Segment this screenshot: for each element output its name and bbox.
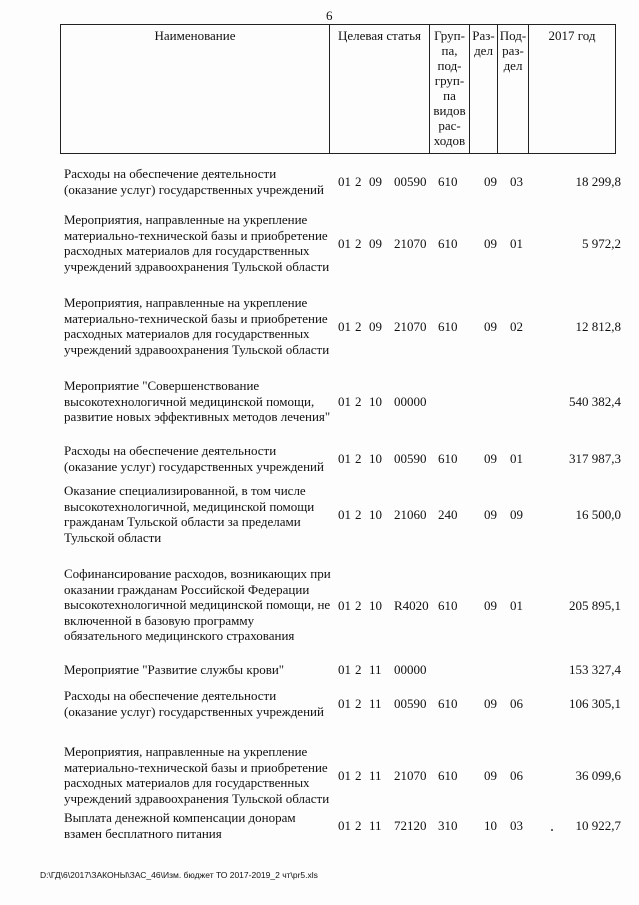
target-program: 01 <box>338 696 351 711</box>
section: 09 <box>484 236 497 251</box>
target-subprogram: 2 <box>355 662 362 677</box>
section: 09 <box>484 319 497 334</box>
target-event: 11 <box>369 696 382 711</box>
amount-2017: 540 382,4 <box>569 394 621 409</box>
target-program: 01 <box>338 394 351 409</box>
subsection: 03 <box>510 174 523 189</box>
row-name: Мероприятия, направленные на укрепление материально-технической базы и приобретение расходных материалов для государственных учреждений здравоохранения Тульской области <box>64 295 330 357</box>
subsection: 01 <box>510 236 523 251</box>
target-program: 01 <box>338 236 351 251</box>
target-event: 09 <box>369 174 382 189</box>
target-program: 01 <box>338 507 351 522</box>
row-name: Мероприятия, направленные на укрепление материально-технической базы и приобретение расходных материалов для государственных учреждений здравоохранения Тульской области <box>64 744 330 806</box>
amount-2017: 16 500,0 <box>575 507 621 522</box>
section: 09 <box>484 451 497 466</box>
target-direction: 72120 <box>394 818 427 833</box>
target-subprogram: 2 <box>355 451 362 466</box>
target-program: 01 <box>338 662 351 677</box>
expense-group: 610 <box>438 236 458 251</box>
amount-2017: 10 922,7 <box>575 818 621 833</box>
row-name: Расходы на обеспечение деятельности (оказание услуг) государственных учреждений <box>64 166 324 197</box>
expense-group: 610 <box>438 451 458 466</box>
target-direction: 21070 <box>394 768 427 783</box>
subsection: 09 <box>510 507 523 522</box>
target-subprogram: 2 <box>355 236 362 251</box>
target-direction: 21060 <box>394 507 427 522</box>
target-event: 09 <box>369 236 382 251</box>
header-year: 2017 год <box>528 25 615 153</box>
file-path-footer: D:\ГД\6\2017\ЗАКОНЫ\ЗАС_46\Изм. бюджет ТО 2017-2019_2 чт\pr5.xls <box>40 870 318 880</box>
row-name: Мероприятия, направленные на укрепление материально-технической базы и приобретение расходных материалов для государственных учреждений здравоохранения Тульской области <box>64 212 330 274</box>
target-subprogram: 2 <box>355 598 362 613</box>
target-direction: R4020 <box>394 598 429 613</box>
header-name: Наименование <box>154 28 236 43</box>
amount-2017: 36 099,6 <box>575 768 621 783</box>
section: 09 <box>484 598 497 613</box>
target-event: 11 <box>369 768 382 783</box>
target-subprogram: 2 <box>355 768 362 783</box>
header-subsection: Под- раз- дел <box>497 25 528 153</box>
subsection: 02 <box>510 319 523 334</box>
row-name: Мероприятие "Совершенствование высокотехнологичной медицинской помощи, развитие новых эффективных методов лечения" <box>64 378 331 424</box>
target-event: 11 <box>369 818 382 833</box>
expense-group: 240 <box>438 507 458 522</box>
header-target: Целевая статья <box>329 25 429 153</box>
amount-2017: 18 299,8 <box>575 174 621 189</box>
header-group: Груп- па, под- груп- па видов рас- ходов <box>429 25 469 153</box>
target-subprogram: 2 <box>355 696 362 711</box>
row-name: Оказание специализированной, в том числе высокотехнологичной, медицинской помощи гражданам Тульской области за пределами Тульской области <box>64 483 315 545</box>
header-section: Раз- дел <box>469 25 497 153</box>
target-subprogram: 2 <box>355 394 362 409</box>
target-program: 01 <box>338 598 351 613</box>
row-name: Расходы на обеспечение деятельности (оказание услуг) государственных учреждений <box>64 688 324 719</box>
amount-2017: 317 987,3 <box>569 451 621 466</box>
section: 09 <box>484 768 497 783</box>
row-name: Выплата денежной компенсации донорам взамен бесплатного питания <box>64 810 296 841</box>
target-event: 10 <box>369 451 382 466</box>
subsection: 03 <box>510 818 523 833</box>
expense-group: 310 <box>438 818 458 833</box>
target-direction: 00000 <box>394 662 427 677</box>
target-subprogram: 2 <box>355 507 362 522</box>
target-subprogram: 2 <box>355 818 362 833</box>
target-program: 01 <box>338 451 351 466</box>
target-event: 10 <box>369 507 382 522</box>
target-program: 01 <box>338 319 351 334</box>
target-event: 10 <box>369 394 382 409</box>
target-subprogram: 2 <box>355 319 362 334</box>
target-event: 09 <box>369 319 382 334</box>
target-direction: 00590 <box>394 451 427 466</box>
section: 09 <box>484 696 497 711</box>
subsection: 06 <box>510 768 523 783</box>
target-event: 11 <box>369 662 382 677</box>
expense-group: 610 <box>438 319 458 334</box>
target-subprogram: 2 <box>355 174 362 189</box>
row-name: Мероприятие "Развитие службы крови" <box>64 662 285 677</box>
target-direction: 00590 <box>394 174 427 189</box>
table-header <box>60 24 616 154</box>
subsection: 01 <box>510 598 523 613</box>
amount-2017: 153 327,4 <box>569 662 621 677</box>
target-direction: 00590 <box>394 696 427 711</box>
row-name: Расходы на обеспечение деятельности (оказание услуг) государственных учреждений <box>64 443 324 474</box>
section: 09 <box>484 174 497 189</box>
target-direction: 21070 <box>394 236 427 251</box>
amount-2017: 205 895,1 <box>569 598 621 613</box>
target-event: 10 <box>369 598 382 613</box>
amount-2017: 106 305,1 <box>569 696 621 711</box>
subsection: 06 <box>510 696 523 711</box>
expense-group: 610 <box>438 174 458 189</box>
expense-group: 610 <box>438 768 458 783</box>
expense-group: 610 <box>438 598 458 613</box>
amount-2017: 5 972,2 <box>582 236 621 251</box>
section: 10 <box>484 818 497 833</box>
target-direction: 00000 <box>394 394 427 409</box>
target-program: 01 <box>338 818 351 833</box>
row-name: Софинансирование расходов, возникающих при оказании гражданам Российской Федерации высокотехнологичной медицинской помощи, не включенной в базовую программу обязательного медицинского страхования <box>64 566 331 643</box>
expense-group: 610 <box>438 696 458 711</box>
subsection: 01 <box>510 451 523 466</box>
page-number: 6 <box>326 8 333 23</box>
target-direction: 21070 <box>394 319 427 334</box>
target-program: 01 <box>338 174 351 189</box>
scan-speck <box>551 829 553 831</box>
section: 09 <box>484 507 497 522</box>
target-program: 01 <box>338 768 351 783</box>
amount-2017: 12 812,8 <box>575 319 621 334</box>
